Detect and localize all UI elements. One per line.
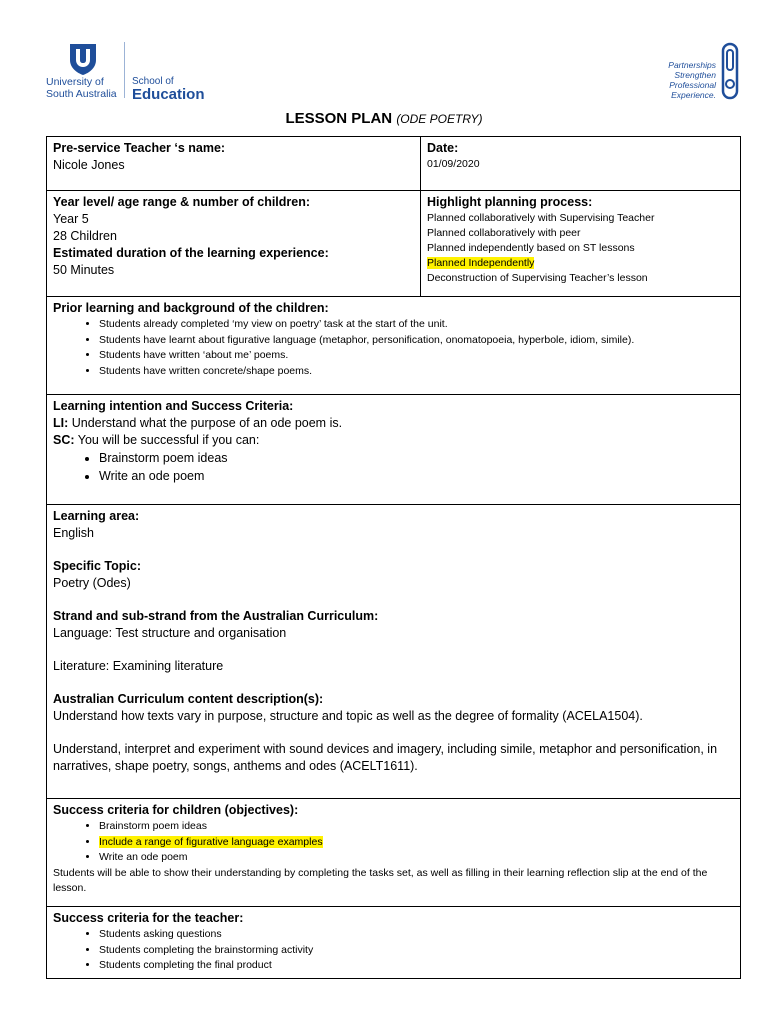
title-main: LESSON PLAN [285, 110, 393, 127]
partner-line3: Professional [669, 80, 716, 90]
partnerships-wordmark [668, 60, 716, 100]
list-item: • Brainstorm poem ideas [99, 819, 734, 835]
planning-item: Planned independently based on ST lessons [427, 242, 635, 254]
school-wordmark [132, 76, 205, 103]
planning-item: Planned collaboratively with Supervising Teacher [427, 212, 655, 224]
intention-list [53, 449, 734, 485]
partner-line2: Strengthen [674, 70, 716, 80]
list-item-highlighted: • Include a range of figurative language examples [99, 835, 734, 851]
list-item: • Students completing the brainstorming activity [99, 943, 734, 959]
intention-cell [47, 395, 741, 505]
topic-label: Specific Topic: [53, 559, 141, 573]
children-criteria-list [53, 819, 734, 866]
strand-literature: Literature: Examining literature [53, 659, 224, 673]
li-text: Understand what the purpose of an ode poem is. [68, 416, 343, 430]
unisa-logo [46, 42, 206, 102]
list-item: • Brainstorm poem ideas [99, 449, 734, 467]
date-cell [421, 137, 741, 191]
list-item: • Students completing the final product [99, 958, 734, 974]
area-label: Learning area: [53, 509, 140, 523]
sc-label: SC: [53, 433, 75, 447]
partnerships-logo [632, 42, 742, 102]
area-cell [47, 505, 741, 799]
prior-cell [47, 297, 741, 395]
page-title [0, 110, 768, 127]
year-cell [47, 191, 421, 297]
list-item: • Students have written concrete/shape poems. [99, 364, 734, 380]
row-intention [47, 395, 741, 505]
date-label: Date: [427, 141, 459, 155]
content-label: Australian Curriculum content description(s): [53, 692, 324, 706]
children-criteria-note: Students will be able to show their understanding by completing the tasks set, as well as filling in their learning reflection slip at the end of the lesson. [53, 866, 708, 894]
year-label: Year level/ age range & number of children: [53, 195, 311, 209]
row-teacher-criteria [47, 907, 741, 979]
list-item: • Write an ode poem [99, 467, 734, 485]
duration-label: Estimated duration of the learning experience: [53, 246, 329, 260]
topic-value: Poetry (Odes) [53, 576, 131, 590]
success-criteria-intro [53, 432, 734, 449]
planning-item: Planned collaboratively with peer [427, 227, 581, 239]
intention-label: Learning intention and Success Criteria: [53, 399, 294, 413]
planning-label: Highlight planning process: [427, 195, 593, 209]
planning-item-highlighted: Planned Independently [427, 257, 535, 269]
duration-value: 50 Minutes [53, 263, 115, 277]
partner-line1: Partnerships [668, 60, 716, 70]
content-description-2: Understand, interpret and experiment with sound devices and imagery, including simile, metaphor and personification, in narratives, shape poetry, songs, anthems and odes (ACELT1611). [53, 742, 718, 773]
unisa-line1: University of [46, 76, 104, 88]
row-children-criteria [47, 799, 741, 907]
unisa-line2: South Australia [46, 88, 117, 100]
strand-language: Language: Test structure and organisation [53, 626, 287, 640]
unisa-wordmark [46, 76, 117, 100]
logo-divider [124, 42, 125, 98]
row-prior [47, 297, 741, 395]
teacher-criteria-label: Success criteria for the teacher: [53, 911, 244, 925]
list-item: • Students already completed ‘my view on poetry’ task at the start of the unit. [99, 317, 734, 333]
children-count: 28 Children [53, 229, 117, 243]
strand-label: Strand and sub-strand from the Australian Curriculum: [53, 609, 379, 623]
education-text: Education [132, 86, 205, 103]
teacher-criteria-list [53, 927, 734, 974]
page-header [0, 0, 768, 110]
children-criteria-label: Success criteria for children (objectives): [53, 803, 299, 817]
partner-line4: Experience. [671, 90, 716, 100]
prior-label: Prior learning and background of the children: [53, 301, 329, 315]
teacher-label: Pre-service Teacher ‘s name: [53, 141, 226, 155]
list-item: • Students asking questions [99, 927, 734, 943]
row-area [47, 505, 741, 799]
teacher-name: Nicole Jones [53, 158, 125, 172]
school-of-text: School of [132, 76, 174, 87]
title-sub: (ODE POETRY) [396, 112, 483, 126]
row-year [47, 191, 741, 297]
unisa-crest-icon [68, 42, 98, 76]
teacher-criteria-cell [47, 907, 741, 979]
date-value: 01/09/2020 [427, 158, 480, 170]
planning-cell [421, 191, 741, 297]
row-teacher [47, 137, 741, 191]
prior-list [53, 317, 734, 379]
teacher-cell [47, 137, 421, 191]
li-label: LI: [53, 416, 69, 430]
partnerships-mark-icon [720, 42, 740, 100]
content-description-1: Understand how texts vary in purpose, structure and topic as well as the degree of formality (ACELA1504). [53, 709, 643, 723]
children-criteria-cell [47, 799, 741, 907]
sc-text: You will be successful if you can: [74, 433, 260, 447]
area-value: English [53, 526, 94, 540]
year-value: Year 5 [53, 212, 89, 226]
list-item: • Write an ode poem [99, 850, 734, 866]
lesson-plan-table [46, 136, 741, 979]
learning-intention [53, 415, 734, 432]
planning-item: Deconstruction of Supervising Teacher’s lesson [427, 272, 648, 284]
list-item: • Students have learnt about figurative language (metaphor, personification, onomatopoeia, hyperbole, idiom, simile). [99, 333, 734, 349]
list-item: • Students have written ‘about me’ poems. [99, 348, 734, 364]
